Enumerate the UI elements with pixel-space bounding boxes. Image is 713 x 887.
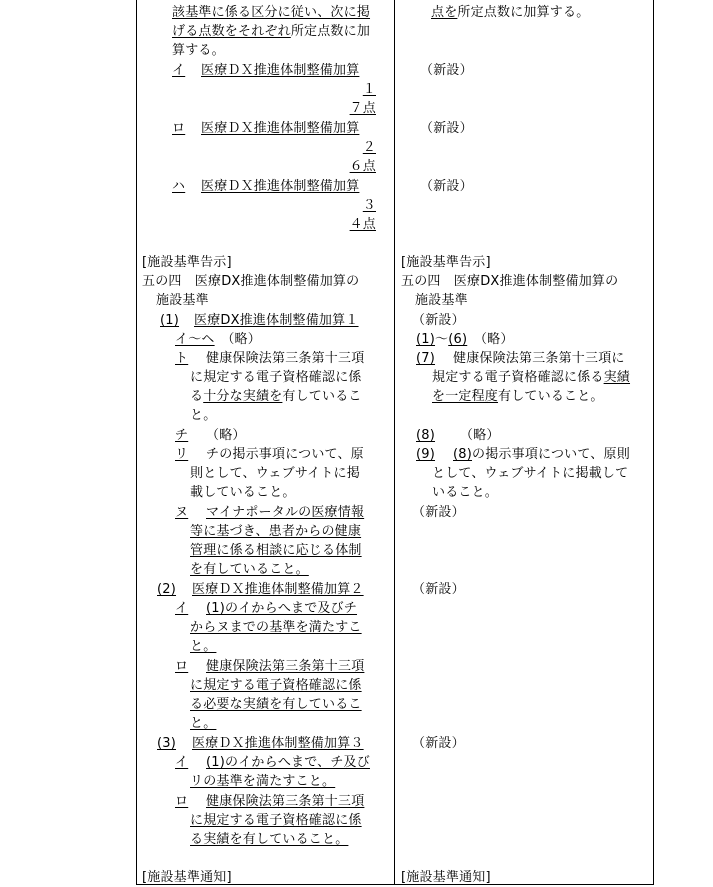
- s3-title: 医療ＤＸ推進体制整備加算３: [192, 736, 364, 751]
- s3-ro-line-2: に規定する電子資格確認に係: [190, 813, 362, 828]
- right-new-6: （新設）: [412, 582, 465, 597]
- nu-mark: ヌ: [175, 505, 189, 520]
- s3-ro-line-3: る実績を有していること。: [190, 832, 349, 847]
- right-new-2: （新設）: [420, 121, 473, 136]
- ri-mark: リ: [175, 447, 189, 462]
- r9-line-1: (8)の掲示事項について、原則: [453, 447, 630, 462]
- item-ro-mark: ロ: [172, 121, 186, 136]
- item-ha-num: ３: [362, 198, 376, 213]
- intro-line-2: げる点数をそれぞれ所定点数に加: [172, 24, 371, 39]
- right-new-4: （新設）: [412, 313, 465, 328]
- r9-label: (9): [416, 447, 436, 462]
- item-i-points: ７点: [349, 101, 376, 116]
- r8-note: （略）: [460, 428, 500, 443]
- chi-mark: チ: [175, 428, 189, 443]
- left-section-title: 五の四 医療DX推進体制整備加算の: [142, 274, 360, 289]
- item-i-mark: イ: [172, 63, 186, 78]
- item-ro-name: 医療ＤＸ推進体制整備加算: [201, 121, 360, 136]
- r9-line-3: いること。: [432, 485, 499, 500]
- s2-ro-line-1: 健康保険法第三条第十三項: [206, 659, 365, 674]
- r8-label: (8): [416, 428, 436, 443]
- r7-line-2: 規定する電子資格確認に係る実績: [432, 370, 631, 385]
- right-new-1: （新設）: [420, 63, 473, 78]
- left-tsuchi-header: [施設基準通知]: [142, 870, 232, 885]
- to-line-4: と。: [190, 408, 217, 423]
- left-notice-header: [施設基準告示]: [142, 255, 232, 270]
- s3-ro-line-1: 健康保険法第三条第十三項: [206, 794, 365, 809]
- s2-i-line-1: (1)のイからへまで及びチ: [206, 601, 358, 616]
- ri-line-3: 載していること。: [190, 485, 296, 500]
- r9-line-2: として、ウェブサイトに掲載して: [432, 466, 629, 481]
- s2-ro-line-4: と。: [190, 716, 217, 731]
- r7-label: (7): [416, 351, 436, 366]
- item-ro-points: ６点: [349, 159, 376, 174]
- chi-note: （略）: [206, 428, 246, 443]
- s2-label: (2): [157, 582, 177, 597]
- s1-title: 医療DX推進体制整備加算１: [194, 313, 359, 328]
- to-mark: ト: [175, 351, 189, 366]
- s3-i-mark: イ: [175, 755, 189, 770]
- column-divider: [394, 0, 395, 885]
- item-i-num: １: [362, 82, 376, 97]
- s1-i-he: イ～ヘ （略）: [175, 332, 261, 347]
- right-1-6: (1)～(6) （略）: [416, 332, 514, 347]
- to-line-1: 健康保険法第三条第十三項: [206, 351, 365, 366]
- to-line-2: に規定する電子資格確認に係: [190, 370, 362, 385]
- s2-ro-line-2: に規定する電子資格確認に係: [190, 678, 362, 693]
- right-new-5: （新設）: [412, 505, 465, 520]
- intro-line-3: 算する。: [172, 43, 225, 58]
- ri-line-2: 則として、ウェブサイトに掲: [190, 466, 360, 481]
- right-section-title: 五の四 医療DX推進体制整備加算の: [401, 274, 619, 289]
- s3-i-line-1: (1)のイからへまで、チ及び: [206, 755, 370, 770]
- s3-ro-mark: ロ: [175, 794, 189, 809]
- item-i-name: 医療ＤＸ推進体制整備加算: [201, 63, 360, 78]
- s3-i-line-2: リの基準を満たすこと。: [190, 774, 336, 789]
- left-section-title-2: 施設基準: [156, 293, 209, 308]
- item-ha-mark: ハ: [172, 179, 186, 194]
- r7-line-1: 健康保険法第三条第十三項に: [453, 351, 625, 366]
- to-line-3: る十分な実績を有しているこ: [190, 389, 362, 404]
- r7-line-3: を一定程度有していること。: [432, 389, 604, 404]
- intro-line-1: 該基準に係る区分に従い、次に掲: [172, 5, 371, 20]
- s2-title: 医療ＤＸ推進体制整備加算２: [192, 582, 364, 597]
- s3-label: (3): [157, 736, 177, 751]
- right-tsuchi-header: [施設基準通知]: [401, 870, 491, 885]
- s1-label: (1): [160, 313, 180, 328]
- s2-ro-line-3: る必要な実績を有しているこ: [190, 697, 362, 712]
- right-new-3: （新設）: [420, 179, 473, 194]
- s2-i-mark: イ: [175, 601, 189, 616]
- right-new-7: （新設）: [412, 736, 465, 751]
- s2-ro-mark: ロ: [175, 659, 189, 674]
- right-section-title-2: 施設基準: [415, 293, 468, 308]
- item-ro-num: ２: [362, 140, 376, 155]
- item-ha-points: ４点: [349, 217, 376, 232]
- nu-line-4: を有していること。: [190, 562, 309, 577]
- nu-line-2: 等に基づき、患者からの健康: [190, 524, 362, 539]
- s2-i-line-2: からヌまでの基準を満たすこ: [190, 620, 362, 635]
- ri-line-1: チの掲示事項について、原: [206, 447, 364, 462]
- nu-line-3: 管理に係る相談に応じる体制: [190, 543, 362, 558]
- right-top-line: 点を所定点数に加算する。: [431, 5, 590, 20]
- nu-line-1: マイナポータルの医療情報: [206, 505, 365, 520]
- item-ha-name: 医療ＤＸ推進体制整備加算: [201, 179, 360, 194]
- s2-i-line-3: と。: [190, 639, 217, 654]
- right-notice-header: [施設基準告示]: [401, 255, 491, 270]
